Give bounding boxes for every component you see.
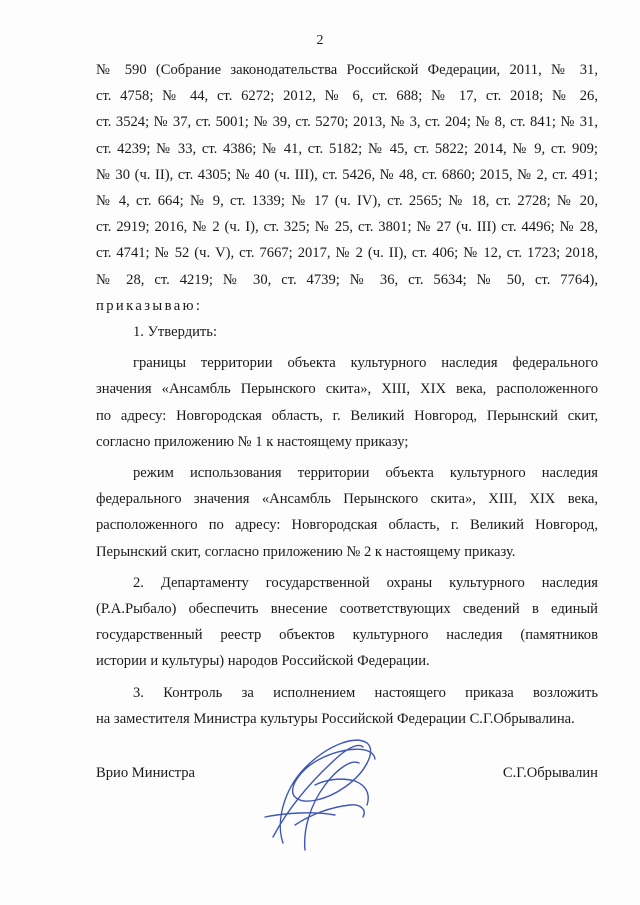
text-line: расположенного по адресу: Новгородская область, г. Великий Новгород, xyxy=(96,517,598,534)
legal-references xyxy=(96,57,598,293)
text-line: № 4, ст. 664; № 9, ст. 1339; № 17 (ч. IV), ст. 2565; № 18, ст. 2728; № 20, xyxy=(96,193,598,210)
item-1-title: 1. Утвердить: xyxy=(133,324,218,341)
item-1-regime xyxy=(96,460,598,565)
text-line: по адресу: Новгородская область, г. Великий Новгород, Перынский скит, xyxy=(96,407,598,424)
text-line: согласно приложению № 1 к настоящему приказу; xyxy=(96,433,409,450)
page-number: 2 xyxy=(316,33,324,48)
text-line: государственный реестр объектов культурного наследия (памятников xyxy=(96,627,598,644)
text-line: федерального значения «Ансамбль Перынского скита», XIII, XIX века, xyxy=(96,491,598,508)
text-line: Перынский скит, согласно приложению № 2 к настоящему приказу. xyxy=(96,543,516,560)
text-line: истории и культуры) народов Российской Федерации. xyxy=(96,653,430,670)
text-line: № 30 (ч. II), ст. 4305; № 40 (ч. III), ст. 5426, № 48, ст. 6860; 2015, № 2, ст. 491; xyxy=(96,166,598,183)
document-body xyxy=(96,57,598,732)
text-line: ст. 3524; № 37, ст. 5001; № 39, ст. 5270; 2013, № 3, ст. 204; № 8, ст. 841; № 31, xyxy=(96,114,598,131)
signatory-name: С.Г.Обрывалин xyxy=(502,765,598,781)
text-line: ст. 2919; 2016, № 2 (ч. I), ст. 325; № 25, ст. 3801; № 27 (ч. III) ст. 4496; № 28, xyxy=(96,219,598,236)
text-line: № 590 (Собрание законодательства Российской Федерации, 2011, № 31, xyxy=(96,62,598,78)
text-line: значения «Ансамбль Перынского скита», XIII, XIX века, расположенного xyxy=(96,381,598,398)
text-line: на заместителя Министра культуры Российской Федерации С.Г.Обрывалина. xyxy=(96,710,575,727)
text-line: 2. Департаменту государственной охраны культурного наследия xyxy=(133,574,598,591)
text-line: ст. 4758; № 44, ст. 6272; 2012, № 6, ст. 688; № 17, ст. 2018; № 26, xyxy=(96,88,598,105)
text-line: № 28, ст. 4219; № 30, ст. 4739; № 36, ст. 5634; № 50, ст. 7764), xyxy=(96,271,598,288)
text-line: режим использования территории объекта культурного наследия xyxy=(133,465,598,482)
handwritten-signature xyxy=(255,725,385,860)
signatory-position: Врио Министра xyxy=(96,765,195,781)
order-word: приказываю: xyxy=(96,297,203,314)
item-1-boundaries xyxy=(96,350,598,455)
text-line: ст. 4239; № 33, ст. 4386; № 41, ст. 5182; № 45, ст. 5822; 2014, № 9, ст. 909; xyxy=(96,140,598,157)
text-line: 3. Контроль за исполнением настоящего приказа возложить xyxy=(133,684,598,701)
text-line: границы территории объекта культурного наследия федерального xyxy=(133,355,598,372)
item-2 xyxy=(96,570,598,675)
text-line: ст. 4741; № 52 (ч. V), ст. 7667; 2017, № 2 (ч. II), ст. 406; № 12, ст. 1723; 2018, xyxy=(96,245,598,262)
text-line: (Р.А.Рыбало) обеспечить внесение соответствующих сведений в единый xyxy=(96,601,598,618)
